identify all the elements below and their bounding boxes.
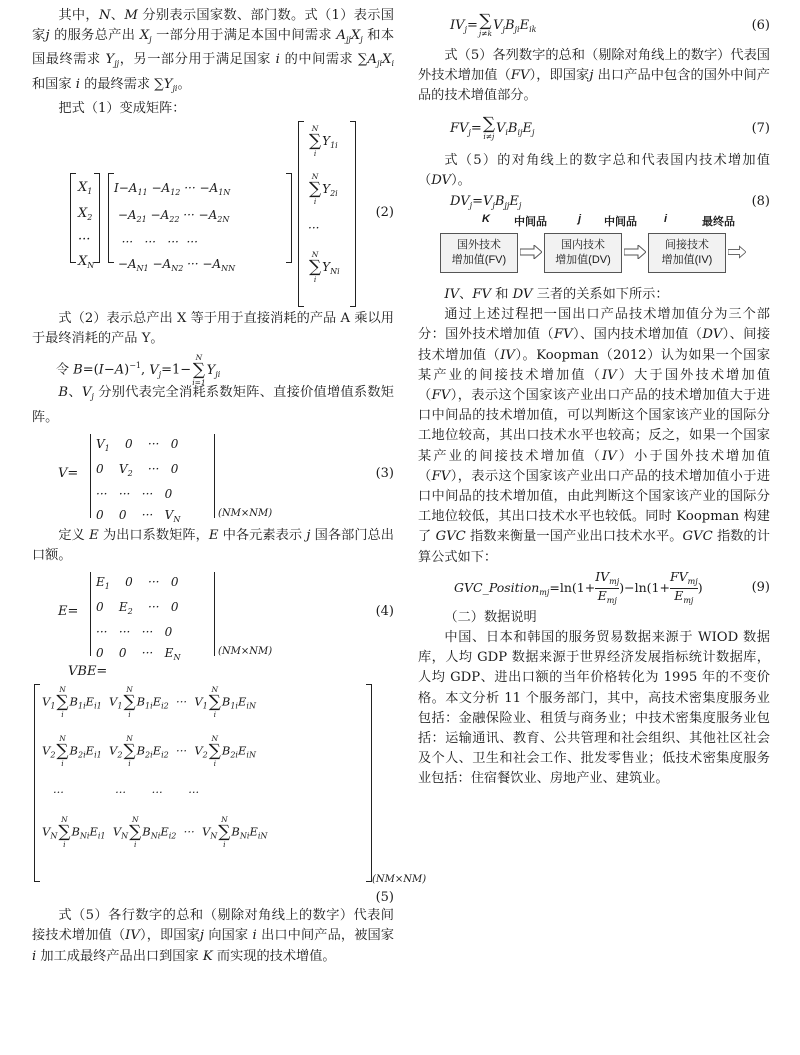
flow-box-fv: 国外技术 增加值(FV) (440, 233, 518, 273)
arrow-right-icon (728, 245, 746, 259)
paragraph-data-description: 中国、日本和韩国的服务贸易数据来源于 WIOD 数据库，人均 GDP 数据来源于世界经济发展指标统计数据库，人均 GDP、进出口额的当年价格转化为 1995 年的不变价格。本文分析 11 个服务部门，其中，高技术密集度服务业包括：金融保险业、租赁与商务业；中技术密集度服务业包括：运输通讯、教育、公共管理和社会组织、其他社区社会及个人、卫生和社会工作、批发零售业；低技术密集度服务业包括：住宿餐饮业、房地产业、建筑业。 (418, 630, 770, 787)
value-added-flow-diagram (418, 213, 770, 277)
equation-4: E= $E_1$ 0 ··· 0 0 $E_2$ ··· 0 ··· ··· ··· 0 0 0 ··· $E_N$ (NM×NM) (4) (32, 566, 394, 664)
equation-8-number: (8) (751, 194, 770, 210)
right-column (418, 6, 770, 790)
equation-7: $FV_j=$ ∑ i≠j $V_iB_{ij}E_j$ (7) (418, 107, 770, 151)
flow-label-i: i (664, 213, 668, 226)
paragraph-matrix-intro: 把式（1）变成矩阵： (58, 100, 186, 116)
flow-box-dv: 国内技术 增加值(DV) (544, 233, 622, 273)
equation-definition: 令 $B=(I-A)^{-1}$, $V_j=1-$ N ∑ i=1 $Y_{ji}$ (56, 352, 221, 387)
arrow-right-icon (520, 245, 542, 259)
equation-2-number: (2) (375, 205, 394, 221)
left-column (32, 6, 427, 967)
equation-2: $X_1$ $X_2$ ··· $X_N$ $I-A_{11} -A_{12}$ ··· $-A_{1N}$ $-A_{21} -A_{22}$ ··· $-A_{2N}$ ··· ··· ··· ··· $-A_{N1} -A_{N2}$ ··· $-A_{NN}$ N ∑ i $Y_{1i}$ N ∑ i $Y_{2i}$ ··· N ∑ i $Y_{Ni}$ (2) (32, 119, 394, 309)
equation-5-number: (5) (375, 890, 394, 906)
paragraph-relation-intro: IV、FV 和 DV 三者的关系如下所示： (444, 287, 669, 303)
equation-6: $IV_j=$ ∑ j≠k $V_jB_{ji}E_{ik}$ (6) (418, 6, 770, 46)
equation-6-number: (6) (751, 18, 770, 33)
flow-label-intermediate-1: 中间品 (514, 216, 547, 229)
paragraph-dv-explain: 式（5）的对角线上的数字总和代表国内技术增加值（DV）。 (418, 152, 770, 188)
section-heading-data: （二）数据说明 (444, 609, 537, 625)
flow-box-iv: 间接技术 增加值(IV) (648, 233, 726, 273)
equation-9-number: (9) (751, 579, 770, 595)
flow-label-j: j (578, 213, 582, 226)
equation-3-number: (3) (375, 465, 394, 481)
paragraph-fv-explain: 式（5）各列数字的总和（剔除对角线上的数字）代表国外技术增加值（FV），即国家j 出口产品中包含的国外中间产品的技术增值部分。 (418, 48, 770, 104)
paragraph-koopman: 通过上述过程把一国出口产品技术增加值分为三个部分：国外技术增加值（FV）、国内技术增加值（DV）、间接技术增加值（IV）。Koopman（2012）认为如果一个国家某产业的间接技术增加值（IV）大于国外技术增加值（FV），表示这个国家该产业出口产品的技术增加值大于进口中间品的技术增加值，可以判断这个国家该产业的国际分工地位较高，其出口技术水平也较高；反之，如果一个国家某产业的间接技术增加值（IV）小于国外技术增加值（FV），表示这个国家该产业出口产品的技术增加值小于进口中间品的技术增加值，由此判断这个国家该产业的国际分工地位较低，其出口技术水平也较低。同时 Koopman 构建了 GVC 指数来衡量一国产业出口技术水平。GVC 指数的计算公式如下： (418, 307, 771, 565)
equation-9: GVC_Position$_{mj}$=ln(1+ $IV_{mj}$ $E_{mj}$ )−ln(1+ $FV_{mj}$ $E_{mj}$ ) (9) (418, 568, 770, 608)
equation-4-number: (4) (375, 604, 394, 620)
equation-8: $DV_j=V_jB_{jj}E_j$ (8) (418, 191, 770, 213)
arrow-right-icon (624, 245, 646, 259)
paragraph-iv-explain: 式（5）各行数字的总和（剔除对角线上的数字）代表间接技术增加值（IV），即国家j 向国家 i 出口中间产品，被国家 i 加工成最终产品出口到国家 K 而实现的技术增值。 (32, 908, 394, 964)
equation-7-number: (7) (751, 120, 770, 136)
paragraph-intro-rendered: 其中，N、M 分别表示国家数、部门数。式（1）表示国家j 的服务总产出 $X_j$ 一部分用于满足本国中间需求 $A_{jj}X_j$ 和本国最终需求 $Y_{jj}$，另一部分用于满足国家 i 的中间需求 $\sum A_{ji}X_i$ 和国家 i 的最终需求 $\sum Y_{ji}$。 (32, 8, 395, 93)
paragraph-bv-definition: B、$V_j$ 分别代表完全消耗系数矩阵、直接价值增值系数矩阵。 (32, 385, 394, 425)
flow-label-final: 最终品 (702, 216, 735, 229)
paragraph-eq2-explain: 式（2）表示总产出 X 等于用于直接消耗的产品 A 乘以用于最终消耗的产品 Y。 (32, 311, 394, 347)
flow-label-intermediate-2: 中间品 (604, 216, 637, 229)
equation-5: VBE= $V_1$ N ∑ i $B_{1i}E_{i1}$ $V_1$ N ∑ i $B_{1i}E_{i2}$ ··· $V_1$ N ∑ i $B_{1i}E_{iN}$ $V_2$ N ∑ i $B_{2i}E_{i1}$ $V_2$ N ∑ i $B_{2i}E_{i2}$ ··· $V_2$ N ∑ i $B_{2i}E_{iN}$ ··· ··· ··· ··· $V_N$ N ∑ i $B_{Ni}E_{i1}$ $V_N$ N ∑ i $B_{Ni}E_{i2}$ ··· $V_N$ N ∑ i $B_{Ni}E_{iN}$ (NM×NM) (5) (32, 664, 394, 906)
paragraph-e-definition: 定义 E 为出口系数矩阵，E 中各元素表示 j 国各部门总出口额。 (32, 527, 394, 564)
flow-label-k: K (482, 213, 490, 226)
equation-3: V= $V_1$ 0 ··· 0 0 $V_2$ ··· 0 ··· ··· ··· 0 0 0 ··· $V_N$ (NM×NM) (3) (32, 428, 394, 526)
